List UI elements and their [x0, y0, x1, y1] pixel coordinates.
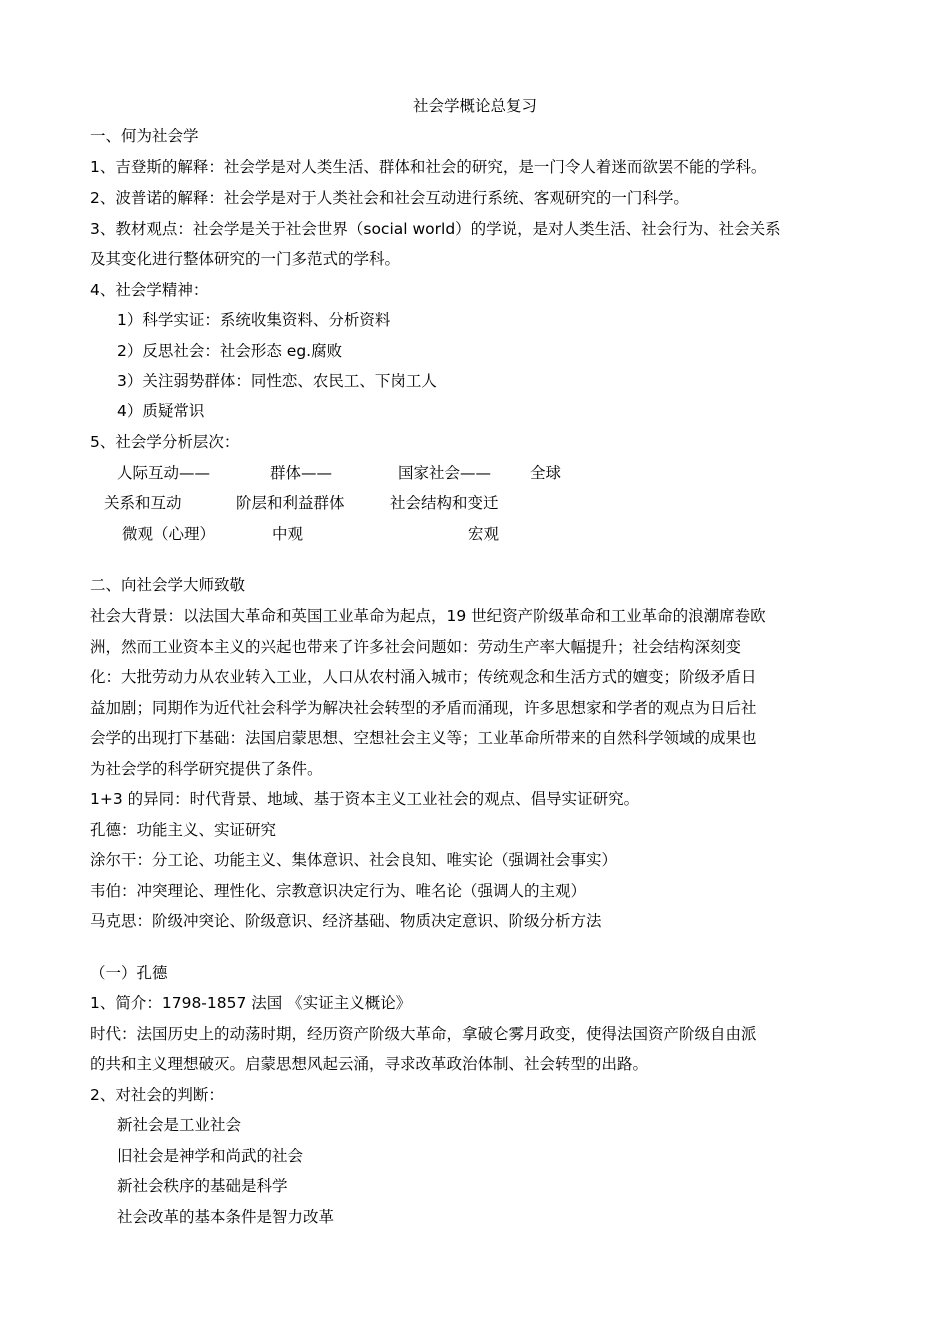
section-heading: （一）孔德 — [90, 964, 168, 982]
paragraph: 4、社会学精神： — [90, 281, 209, 299]
list-item: 社会改革的基本条件是智力改革 — [117, 1208, 335, 1226]
level-cell: 中观 — [272, 525, 304, 543]
page-title: 社会学概论总复习 — [412, 97, 537, 115]
level-cell: 全球 — [530, 464, 562, 482]
level-cell: 微观（心理） — [122, 525, 216, 543]
paragraph: 洲，然而工业资本主义的兴起也带来了许多社会问题如：劳动生产率大幅提升；社会结构深刻变 — [90, 638, 742, 656]
list-item: 旧社会是神学和尚武的社会 — [117, 1147, 304, 1165]
paragraph: 1、吉登斯的解释：社会学是对人类生活、群体和社会的研究，是一门令人着迷而欲罢不能的学科。 — [90, 158, 767, 176]
paragraph: 的共和主义理想破灭。启蒙思想风起云涌，寻求改革政治体制、社会转型的出路。 — [90, 1055, 649, 1073]
level-cell: 人际互动—— — [117, 464, 211, 482]
levels-row-level — [90, 524, 860, 544]
paragraph: 会学的出现打下基础：法国启蒙思想、空想社会主义等；工业革命所带来的自然科学领域的成果也 — [90, 729, 757, 747]
list-item: 3）关注弱势群体：同性恋、农民工、下岗工人 — [117, 372, 437, 390]
list-item: 新社会秩序的基础是科学 — [117, 1177, 288, 1195]
section-heading: 一、何为社会学 — [90, 127, 199, 145]
paragraph: 社会大背景：以法国大革命和英国工业革命为起点，19 世纪资产阶级革命和工业革命的浪潮席卷欧 — [90, 607, 766, 625]
paragraph: 益加剧；同期作为近代社会科学为解决社会转型的矛盾而涌现，许多思想家和学者的观点为日后社 — [90, 699, 757, 717]
paragraph: 5、社会学分析层次： — [90, 433, 240, 451]
level-cell: 阶层和利益群体 — [236, 494, 345, 512]
section-heading: 二、向社会学大师致敬 — [90, 576, 246, 594]
master-item: 韦伯：冲突理论、理性化、宗教意识决定行为、唯名论（强调人的主观） — [90, 882, 587, 900]
paragraph: 3、教材观点：社会学是关于社会世界（social world）的学说，是对人类生活、社会行为、社会关系 — [90, 220, 781, 238]
level-cell: 国家社会—— — [398, 464, 492, 482]
level-cell: 群体—— — [270, 464, 333, 482]
levels-row-scale — [90, 463, 860, 483]
paragraph: 1、简介：1798-1857 法国 《实证主义概论》 — [90, 994, 412, 1012]
paragraph: 2、对社会的判断： — [90, 1086, 224, 1104]
master-item: 马克思：阶级冲突论、阶级意识、经济基础、物质决定意识、阶级分析方法 — [90, 912, 602, 930]
paragraph: 化：大批劳动力从农业转入工业，人口从农村涌入城市；传统观念和生活方式的嬗变；阶级矛盾日 — [90, 668, 757, 686]
list-item: 4）质疑常识 — [117, 402, 205, 420]
paragraph: 时代：法国历史上的动荡时期，经历资产阶级大革命，拿破仑雾月政变，使得法国资产阶级自由派 — [90, 1025, 757, 1043]
levels-row-topic — [90, 493, 860, 513]
paragraph: 1+3 的异同：时代背景、地域、基于资本主义工业社会的观点、倡导实证研究。 — [90, 790, 640, 808]
level-cell: 宏观 — [468, 525, 500, 543]
master-item: 孔德：功能主义、实证研究 — [90, 821, 277, 839]
level-cell: 社会结构和变迁 — [390, 494, 499, 512]
paragraph: 2、波普诺的解释：社会学是对于人类社会和社会互动进行系统、客观研究的一门科学。 — [90, 189, 689, 207]
list-item: 新社会是工业社会 — [117, 1116, 242, 1134]
paragraph: 及其变化进行整体研究的一门多范式的学科。 — [90, 250, 401, 268]
master-item: 涂尔干：分工论、功能主义、集体意识、社会良知、唯实论（强调社会事实） — [90, 851, 618, 869]
list-item: 1）科学实证：系统收集资料、分析资料 — [117, 311, 391, 329]
level-cell: 关系和互动 — [104, 494, 182, 512]
paragraph: 为社会学的科学研究提供了条件。 — [90, 760, 323, 778]
list-item: 2）反思社会：社会形态 eg.腐败 — [117, 342, 343, 360]
